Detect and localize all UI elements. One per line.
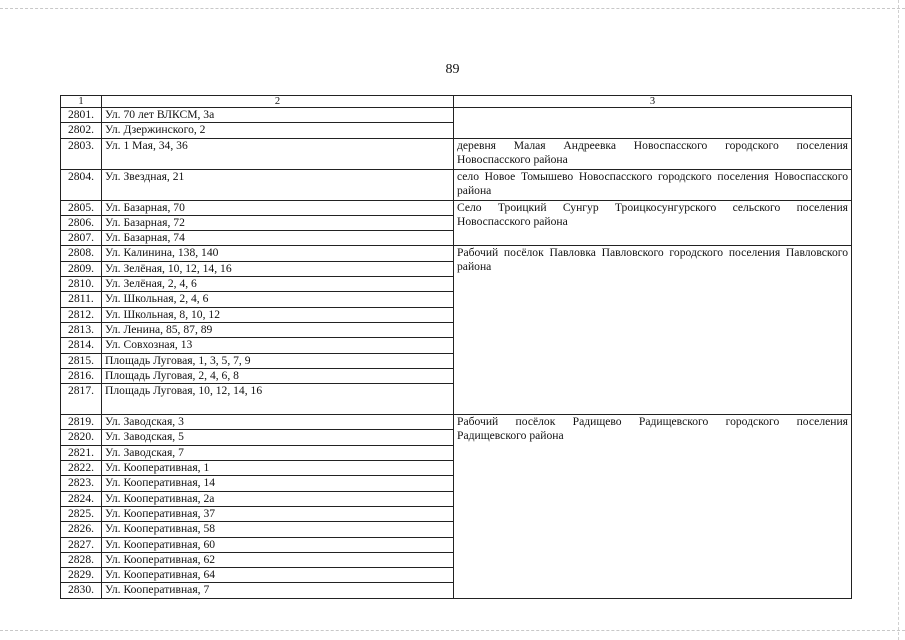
scan-edge-bottom: [0, 630, 905, 631]
row-number: 2826.: [61, 522, 102, 537]
row-number: 2803.: [61, 138, 102, 169]
row-number: 2819.: [61, 415, 102, 430]
address-cell: Ул. 1 Мая, 34, 36: [102, 138, 454, 169]
address-cell: Площадь Луговая, 2, 4, 6, 8: [102, 368, 454, 383]
address-cell: Ул. Звездная, 21: [102, 169, 454, 200]
table-header-row: [61, 96, 852, 108]
address-cell: Ул. Кооперативная, 2а: [102, 491, 454, 506]
page-number: 89: [445, 62, 460, 77]
address-cell: Ул. Заводская, 5: [102, 430, 454, 445]
column-header: 1: [61, 96, 102, 108]
address-cell: Ул. Совхозная, 13: [102, 338, 454, 353]
row-number: 2805.: [61, 200, 102, 215]
address-cell: Ул. Кооперативная, 7: [102, 583, 454, 598]
table-row: [61, 200, 852, 215]
row-number: 2808.: [61, 246, 102, 261]
address-cell: Ул. Заводская, 3: [102, 415, 454, 430]
row-number: 2804.: [61, 169, 102, 200]
address-cell: Площадь Луговая, 1, 3, 5, 7, 9: [102, 353, 454, 368]
address-cell: Ул. Кооперативная, 64: [102, 568, 454, 583]
row-number: 2829.: [61, 568, 102, 583]
address-cell: Ул. Кооперативная, 58: [102, 522, 454, 537]
row-number: 2827.: [61, 537, 102, 552]
row-number: 2820.: [61, 430, 102, 445]
table-row: [61, 169, 852, 200]
column-header: 3: [454, 96, 852, 108]
row-number: 2812.: [61, 307, 102, 322]
address-cell: Ул. Зелёная, 10, 12, 14, 16: [102, 261, 454, 276]
row-number: 2814.: [61, 338, 102, 353]
place-cell: Село Троицкий Сунгур Троицкосунгурского сельского поселения Новоспасского района: [454, 200, 852, 246]
row-number: 2806.: [61, 215, 102, 230]
row-number: 2824.: [61, 491, 102, 506]
address-cell: Ул. Зелёная, 2, 4, 6: [102, 277, 454, 292]
row-number: 2802.: [61, 123, 102, 138]
row-number: 2809.: [61, 261, 102, 276]
address-cell: Ул. Ленина, 85, 87, 89: [102, 322, 454, 337]
address-cell: Ул. Заводская, 7: [102, 445, 454, 460]
address-cell: Ул. Школьная, 8, 10, 12: [102, 307, 454, 322]
address-cell: Ул. Базарная, 70: [102, 200, 454, 215]
row-number: 2825.: [61, 506, 102, 521]
row-number: 2821.: [61, 445, 102, 460]
row-number: 2813.: [61, 322, 102, 337]
row-number: 2822.: [61, 461, 102, 476]
place-cell-empty: [454, 108, 852, 139]
address-cell: Ул. Кооперативная, 1: [102, 461, 454, 476]
place-cell: Рабочий посёлок Радищево Радищевского городского поселения Радищевского района: [454, 415, 852, 599]
address-cell: Ул. Дзержинского, 2: [102, 123, 454, 138]
address-cell: Ул. Базарная, 74: [102, 231, 454, 246]
table-row: [61, 138, 852, 169]
scan-edge-top: [0, 8, 905, 9]
address-cell: Площадь Луговая, 10, 12, 14, 16: [102, 384, 454, 415]
row-number: 2810.: [61, 277, 102, 292]
address-cell: Ул. Кооперативная, 60: [102, 537, 454, 552]
address-table: [60, 95, 852, 599]
row-number: 2817.: [61, 384, 102, 415]
scan-edge-right: [898, 0, 899, 640]
address-cell: Ул. Базарная, 72: [102, 215, 454, 230]
table-row: [61, 108, 852, 123]
column-header: 2: [102, 96, 454, 108]
address-cell: Ул. Кооперативная, 37: [102, 506, 454, 521]
table-row: [61, 415, 852, 430]
address-cell: Ул. Школьная, 2, 4, 6: [102, 292, 454, 307]
row-number: 2811.: [61, 292, 102, 307]
address-cell: Ул. Кооперативная, 14: [102, 476, 454, 491]
place-cell: деревня Малая Андреевка Новоспасского городского поселения Новоспасского района: [454, 138, 852, 169]
address-cell: Ул. Кооперативная, 62: [102, 552, 454, 567]
row-number: 2807.: [61, 231, 102, 246]
address-cell: Ул. Калинина, 138, 140: [102, 246, 454, 261]
row-number: 2828.: [61, 552, 102, 567]
place-cell: Рабочий посёлок Павловка Павловского городского поселения Павловского района: [454, 246, 852, 415]
row-number: 2815.: [61, 353, 102, 368]
row-number: 2823.: [61, 476, 102, 491]
table-row: [61, 246, 852, 261]
address-cell: Ул. 70 лет ВЛКСМ, 3а: [102, 108, 454, 123]
row-number: 2801.: [61, 108, 102, 123]
row-number: 2830.: [61, 583, 102, 598]
place-cell: село Новое Томышево Новоспасского городского поселения Новоспасского района: [454, 169, 852, 200]
row-number: 2816.: [61, 368, 102, 383]
